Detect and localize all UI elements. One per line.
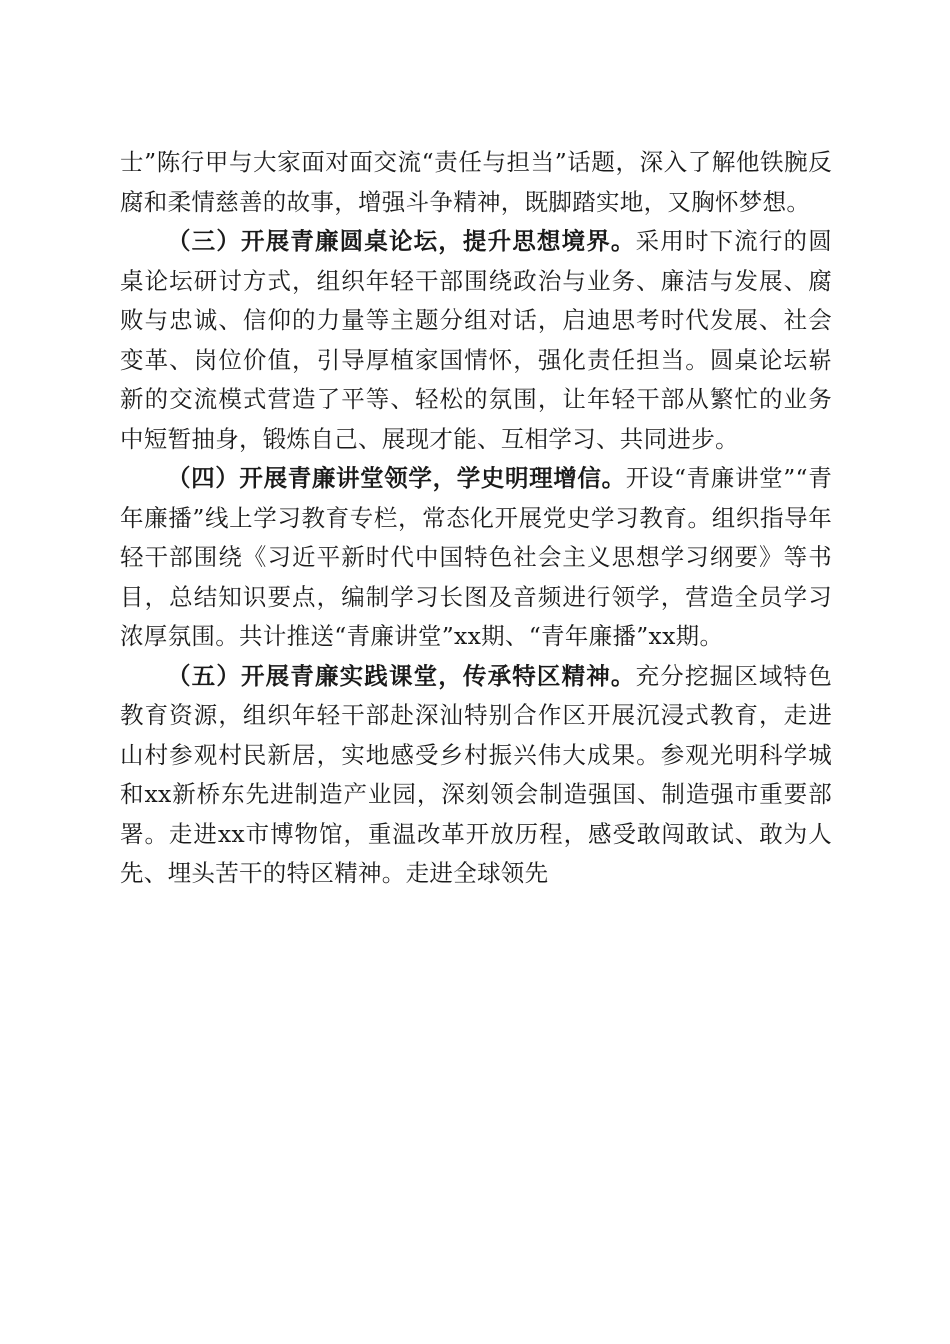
section-4-heading: （四）开展青廉讲堂领学，学史明理增信。 [167, 464, 626, 492]
document-body [120, 143, 832, 894]
section-3-body: 采用时下流行的圆桌论坛研讨方式，组织年轻干部围绕政治与业务、廉洁与发展、腐败与忠诚、信仰的力量等主题分组对话，启迪思考时代发展、社会变革、岗位价值，引导厚植家国情怀，强化责任担当。圆桌论坛崭新的交流模式营造了平等、轻松的氛围，让年轻干部从繁忙的业务中短暂抽身，锻炼自己、展现才能、互相学习、共同进步。 [120, 227, 832, 453]
paragraph-body: 士”陈行甲与大家面对面交流“责任与担当”话题，深入了解他铁腕反腐和柔情慈善的故事，增强斗争精神，既脚踏实地，又胸怀梦想。 [120, 148, 832, 216]
section-5-body: 充分挖掘区域特色教育资源，组织年轻干部赴深汕特别合作区开展沉浸式教育，走进山村参观村民新居，实地感受乡村振兴伟大成果。参观光明科学城和xx新桥东先进制造产业园，深刻领会制造强国、制造强市重要部署。走进xx市博物馆，重温改革开放历程，感受敢闯敢试、敢为人先、埋头苦干的特区精神。走进全球领先 [120, 661, 832, 887]
paragraph-section-4 [120, 459, 832, 657]
section-4-body: 开设“青廉讲堂”“青年廉播”线上学习教育专栏，常态化开展党史学习教育。组织指导年轻干部围绕《习近平新时代中国特色社会主义思想学习纲要》等书目，总结知识要点，编制学习长图及音频进行领学，营造全员学习浓厚氛围。共计推送“青廉讲堂”xx期、“青年廉播”xx期。 [120, 464, 833, 650]
section-5-heading: （五）开展青廉实践课堂，传承特区精神。 [167, 661, 636, 690]
paragraph-section-3 [120, 222, 832, 459]
paragraph-section-5 [120, 657, 832, 894]
section-3-heading: （三）开展青廉圆桌论坛，提升思想境界。 [167, 227, 636, 255]
paragraph-continuation [120, 143, 832, 222]
